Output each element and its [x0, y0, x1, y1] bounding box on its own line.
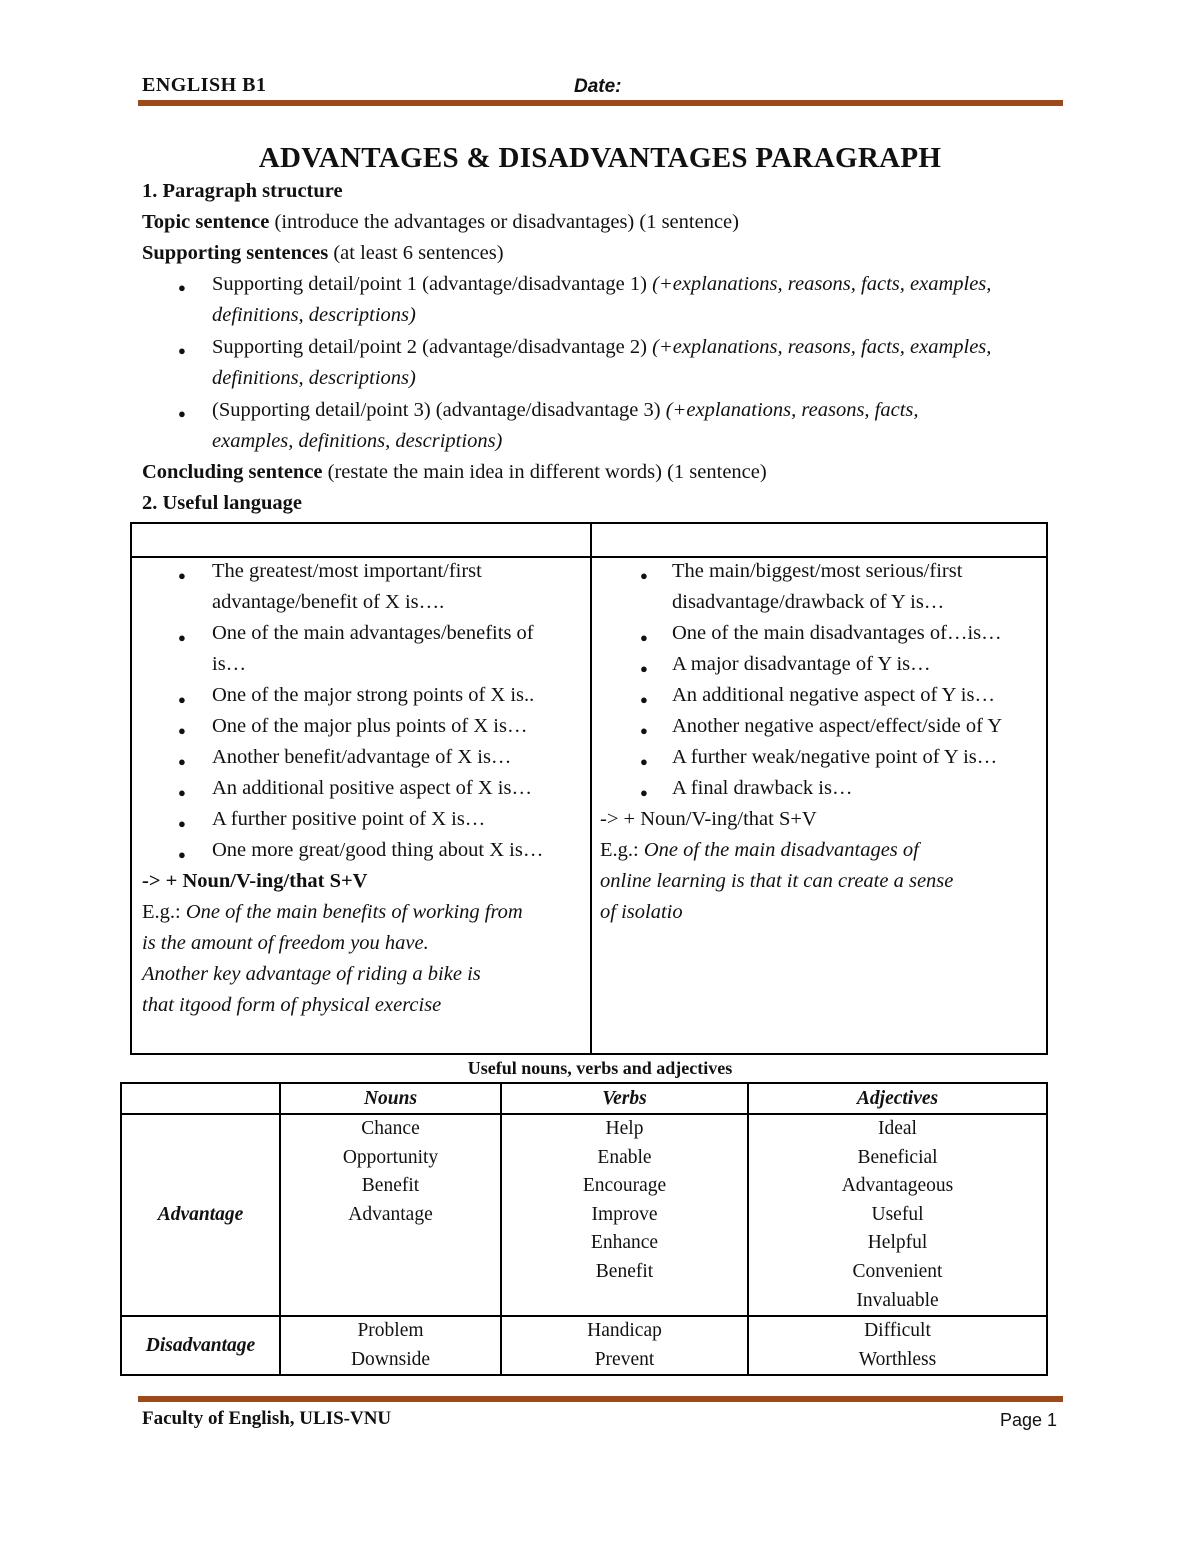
advantage-formula: -> + Noun/V-ing/that S+V	[142, 870, 368, 892]
bullet-icon: ●	[640, 723, 648, 738]
vocab-word: Beneficial	[857, 1146, 938, 1168]
bullet-icon: ●	[178, 343, 186, 358]
vocab-word: Handicap	[587, 1320, 662, 1342]
advantage-adjectives-cell	[748, 1114, 1047, 1316]
advantage-phrase: advantage/benefit of X is….	[212, 591, 445, 613]
advantage-example-text: Another key advantage of riding a bike is	[142, 963, 481, 985]
advantage-nouns-cell	[280, 1114, 501, 1316]
table-column-divider	[590, 524, 592, 1053]
disadvantage-example-text: online learning is that it can create a sense	[600, 870, 954, 892]
concluding-sentence-note: (restate the main idea in different words) (1 sentence)	[322, 461, 767, 483]
vocab-word: Prevent	[594, 1348, 655, 1370]
advantage-verbs-cell	[501, 1114, 748, 1316]
disadvantage-formula: -> + Noun/V-ing/that S+V	[600, 808, 817, 830]
vocab-header-nouns: Nouns	[280, 1083, 501, 1114]
example-label: E.g.:	[142, 901, 186, 923]
disadvantage-phrase: Another negative aspect/effect/side of Y	[672, 715, 1003, 737]
vocab-header-row	[121, 1083, 1047, 1114]
vocab-row-label: Disadvantage	[121, 1316, 280, 1375]
vocab-corner-cell	[121, 1083, 280, 1114]
vocab-word: Ideal	[878, 1118, 917, 1139]
advantage-phrase: One more great/good thing about X is…	[212, 839, 544, 861]
structure-bullet-2	[212, 336, 991, 359]
disadvantage-verbs-cell	[501, 1316, 748, 1375]
disadvantage-phrase: The main/biggest/most serious/first	[672, 560, 963, 582]
advantage-phrase: The greatest/most important/first	[212, 560, 482, 582]
structure-bullet-3	[212, 399, 919, 422]
advantage-phrase: A further positive point of X is…	[212, 808, 486, 830]
disadvantage-example-1	[600, 839, 919, 862]
course-header: ENGLISH B1	[142, 74, 267, 96]
bullet-icon: ●	[178, 754, 186, 769]
bullet-icon: ●	[178, 568, 186, 583]
bullet-icon: ●	[178, 785, 186, 800]
bullet-icon: ●	[178, 723, 186, 738]
example-text: One of the main benefits of working from	[185, 901, 523, 923]
section-heading-structure: 1. Paragraph structure	[142, 180, 343, 202]
vocab-caption: Useful nouns, verbs and adjectives	[467, 1058, 733, 1078]
structure-bullet-2-cont: definitions, descriptions)	[212, 367, 416, 389]
vocab-word: Opportunity	[342, 1146, 439, 1168]
vocab-header-adjectives: Adjectives	[748, 1083, 1047, 1114]
vocab-word: Chance	[361, 1118, 420, 1139]
vocab-word: Enhance	[590, 1232, 659, 1254]
date-label: Date:	[574, 76, 622, 97]
vocab-word: Invaluable	[856, 1289, 939, 1311]
disadvantage-phrase: A further weak/negative point of Y is…	[672, 746, 998, 768]
vocab-word: Useful	[871, 1203, 924, 1225]
concluding-sentence-line	[142, 461, 767, 484]
vocab-word: Improve	[591, 1203, 658, 1225]
bullet-icon: ●	[640, 785, 648, 800]
structure-bullet-text: (Supporting detail/point 3) (advantage/disadvantage 3)	[212, 399, 666, 421]
structure-bullet-1	[212, 273, 991, 296]
vocab-table	[120, 1082, 1048, 1376]
structure-bullet-3-cont: examples, definitions, descriptions)	[212, 430, 503, 452]
advantage-phrase: Another benefit/advantage of X is…	[212, 746, 512, 768]
bullet-icon: ●	[640, 692, 648, 707]
vocab-word: Encourage	[582, 1175, 667, 1197]
vocab-word: Advantage	[348, 1203, 433, 1225]
structure-bullet-note: (+explanations, reasons, facts, examples,	[652, 273, 992, 295]
bullet-icon: ●	[178, 816, 186, 831]
disadvantage-phrase: One of the main disadvantages of…is…	[672, 622, 1002, 644]
bullet-icon: ●	[178, 630, 186, 645]
example-label: E.g.:	[600, 839, 644, 861]
concluding-sentence-label: Concluding sentence	[142, 461, 323, 483]
bullet-icon: ●	[178, 692, 186, 707]
vocab-word: Enable	[597, 1146, 652, 1168]
useful-language-table	[130, 522, 1048, 1055]
supporting-sentences-line	[142, 242, 504, 265]
advantage-phrase: One of the major strong points of X is..	[212, 684, 535, 706]
section-heading-language: 2. Useful language	[142, 492, 303, 514]
advantage-example-text: is the amount of freedom you have.	[142, 932, 429, 954]
vocab-word: Benefit	[595, 1260, 654, 1282]
supporting-sentences-label: Supporting sentences	[142, 242, 329, 264]
page-number: Page 1	[1000, 1410, 1058, 1430]
disadvantage-phrase: An additional negative aspect of Y is…	[672, 684, 995, 706]
advantage-phrase: One of the main advantages/benefits of	[212, 622, 534, 644]
advantage-example-1	[142, 901, 523, 924]
structure-bullet-text: Supporting detail/point 1 (advantage/disadvantage 1)	[212, 273, 653, 295]
bullet-icon: ●	[640, 661, 648, 676]
disadvantage-nouns-cell	[280, 1316, 501, 1375]
vocab-word: Difficult	[864, 1320, 931, 1342]
bullet-icon: ●	[640, 630, 648, 645]
footer-rule	[138, 1396, 1063, 1402]
vocab-header-verbs: Verbs	[501, 1083, 748, 1114]
page-title: ADVANTAGES & DISADVANTAGES PARAGRAPH	[258, 142, 942, 174]
disadvantage-phrase: disadvantage/drawback of Y is…	[672, 591, 945, 613]
bullet-icon: ●	[178, 406, 186, 421]
advantage-phrase: An additional positive aspect of X is…	[212, 777, 532, 799]
vocab-word: Problem	[357, 1320, 424, 1342]
topic-sentence-note: (introduce the advantages or disadvantages) (1 sentence)	[269, 211, 739, 233]
vocab-row-disadvantage	[121, 1316, 1047, 1375]
topic-sentence-label: Topic sentence	[142, 211, 270, 233]
bullet-icon: ●	[178, 280, 186, 295]
vocab-word: Advantageous	[841, 1175, 954, 1197]
example-text: One of the main disadvantages of	[643, 839, 919, 861]
supporting-sentences-note: (at least 6 sentences)	[328, 242, 504, 264]
footer-faculty: Faculty of English, ULIS-VNU	[142, 1408, 392, 1429]
structure-bullet-note: (+explanations, reasons, facts,	[665, 399, 919, 421]
disadvantage-adjectives-cell	[748, 1316, 1047, 1375]
bullet-icon: ●	[178, 847, 186, 862]
advantage-example-text: that itgood form of physical exercise	[142, 994, 442, 1016]
advantage-phrase: is…	[212, 653, 247, 675]
bullet-icon: ●	[640, 568, 648, 583]
advantage-phrase: One of the major plus points of X is…	[212, 715, 528, 737]
vocab-word: Worthless	[858, 1348, 937, 1370]
structure-bullet-1-cont: definitions, descriptions)	[212, 304, 416, 326]
table-header-divider	[132, 556, 1046, 558]
disadvantage-phrase: A major disadvantage of Y is…	[672, 653, 931, 675]
vocab-word: Benefit	[361, 1175, 420, 1197]
vocab-word: Convenient	[852, 1260, 943, 1282]
vocab-word: Help	[605, 1118, 644, 1139]
vocab-row-label: Advantage	[121, 1114, 280, 1316]
vocab-word: Downside	[350, 1348, 431, 1370]
vocab-row-advantage	[121, 1114, 1047, 1316]
header-rule	[138, 100, 1063, 106]
disadvantage-example-text: of isolatio	[600, 901, 683, 923]
bullet-icon: ●	[640, 754, 648, 769]
structure-bullet-note: (+explanations, reasons, facts, examples,	[652, 336, 992, 358]
vocab-word: Helpful	[867, 1232, 928, 1254]
disadvantage-phrase: A final drawback is…	[672, 777, 853, 799]
structure-bullet-text: Supporting detail/point 2 (advantage/disadvantage 2)	[212, 336, 653, 358]
topic-sentence-line	[142, 211, 739, 234]
